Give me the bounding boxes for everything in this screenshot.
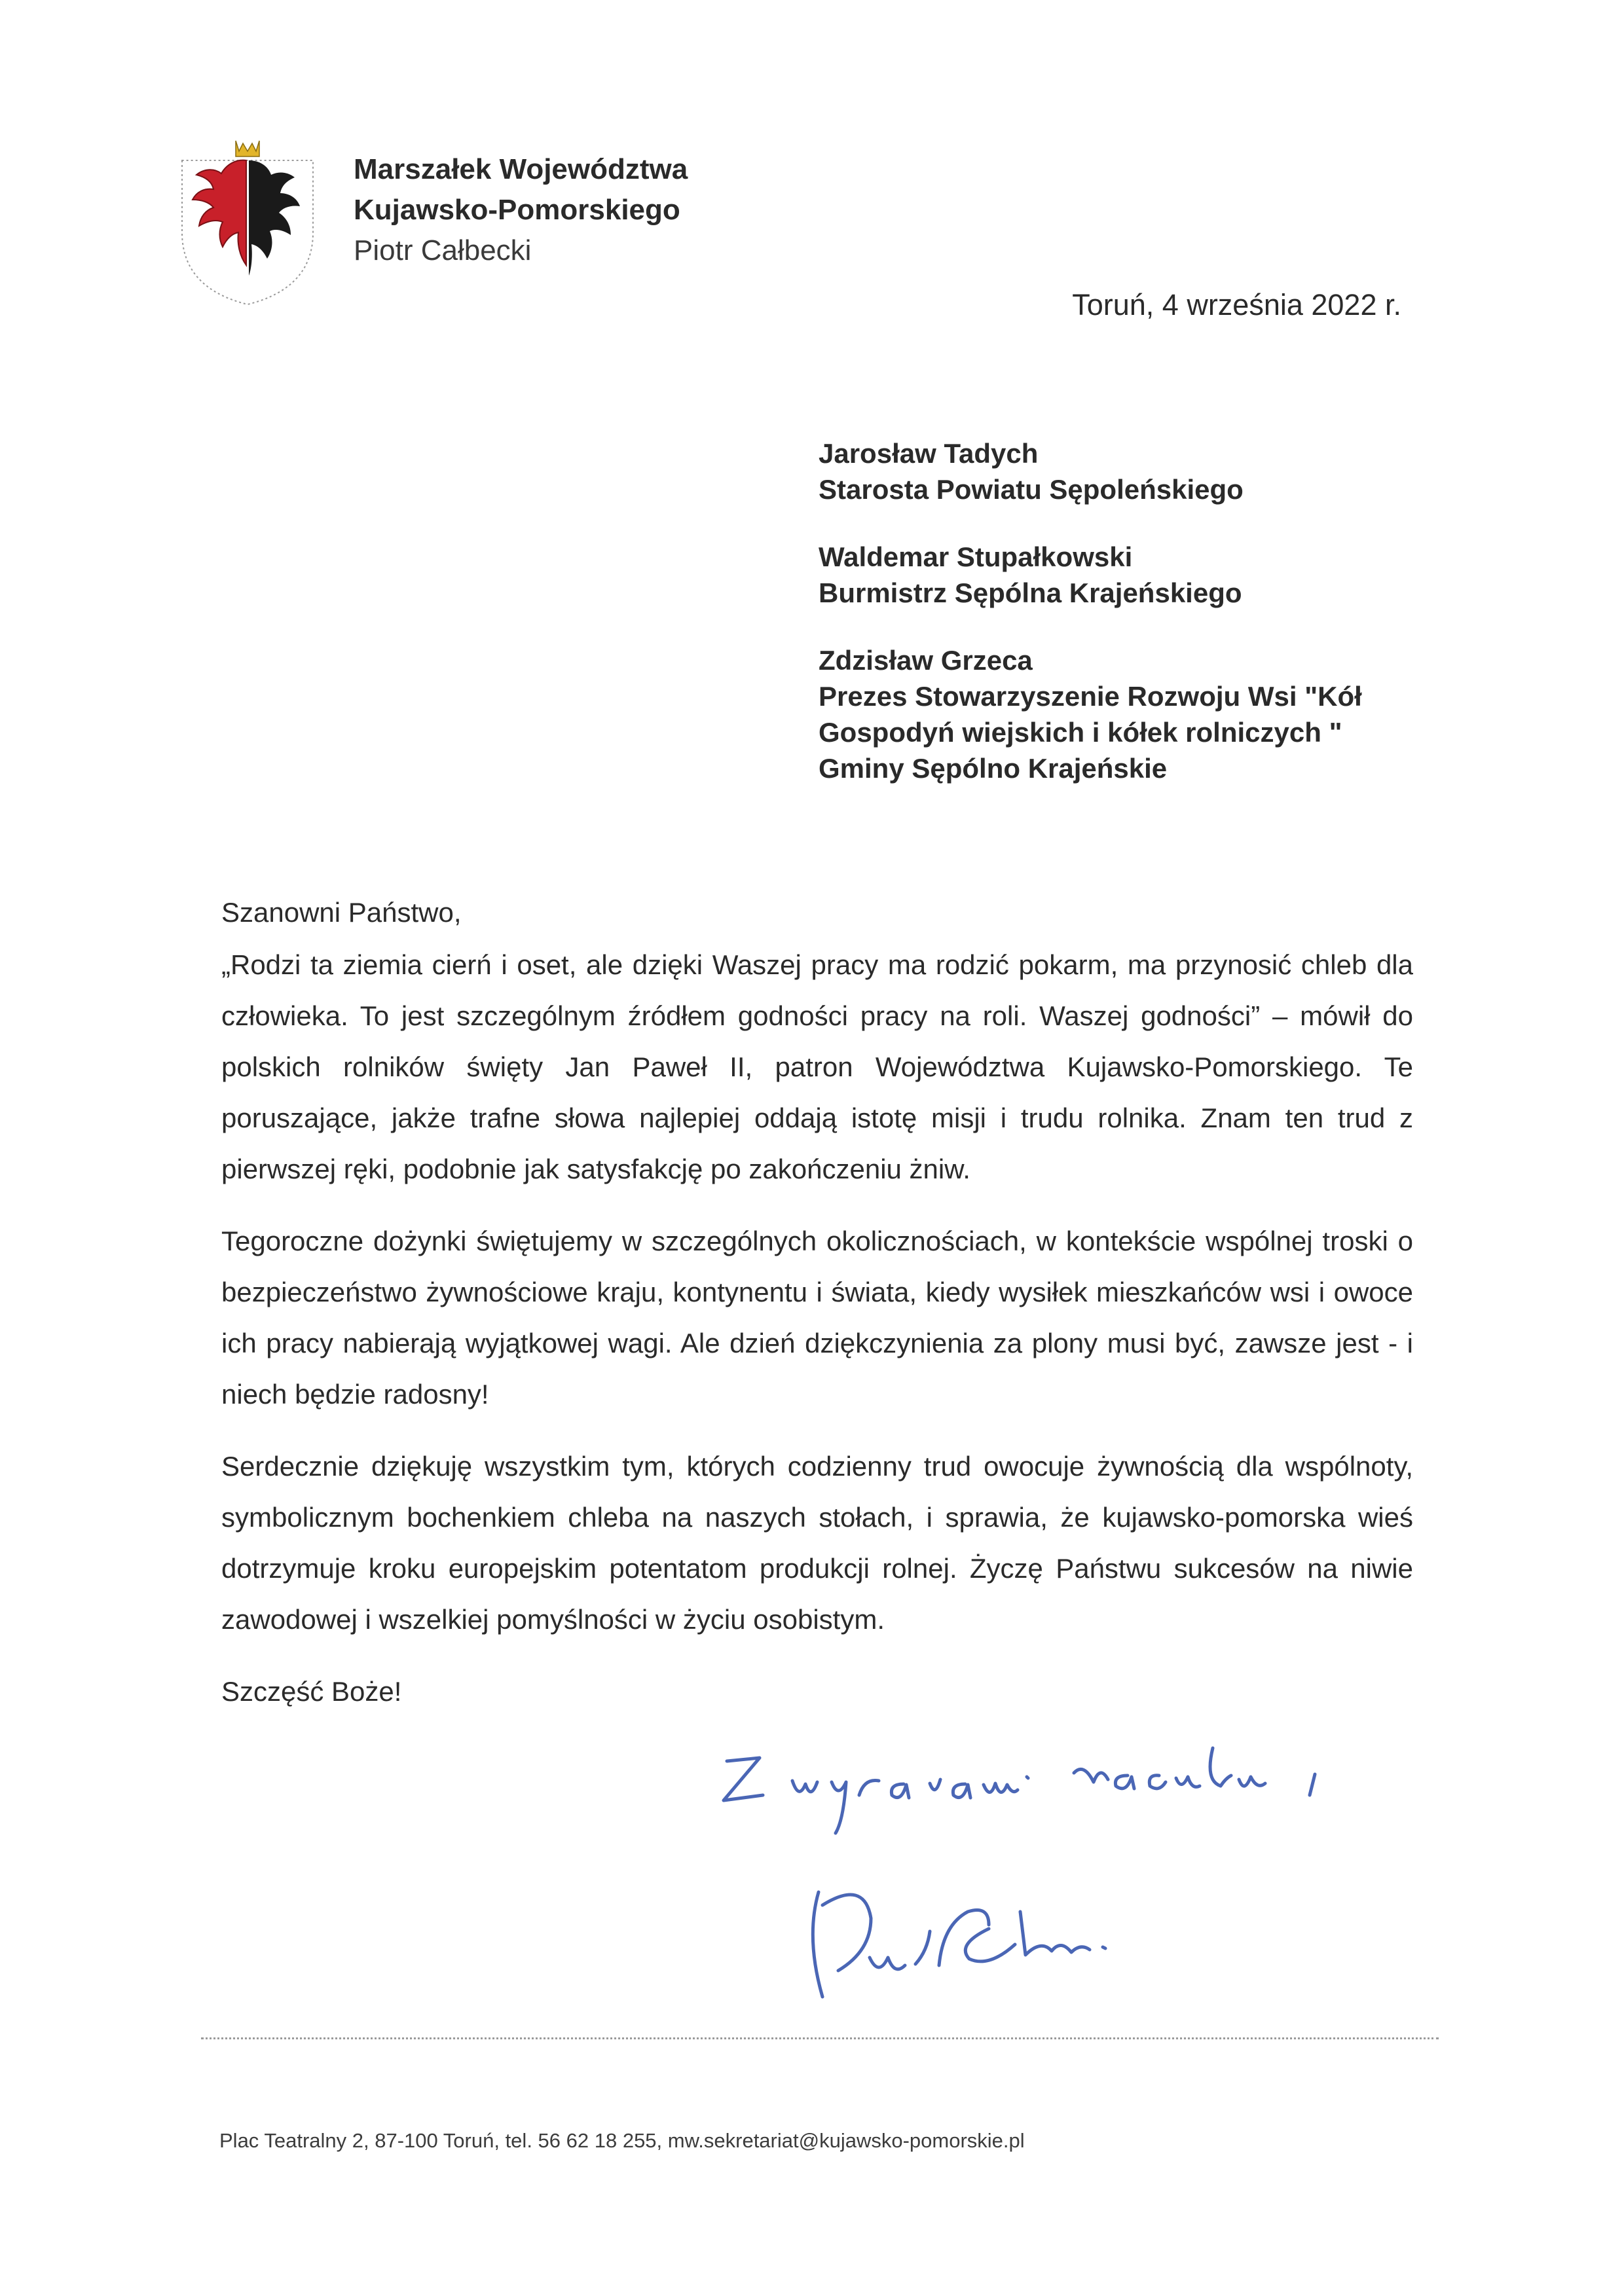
recipient-line: Gospodyń wiejskich i kółek rolniczych "	[819, 717, 1342, 748]
footer-divider	[201, 2037, 1439, 2039]
footer-address: Plac Teatralny 2, 87-100 Toruń, tel. 56 62 18 255, mw.sekretariat@kujawsko-pomorskie.pl	[219, 2129, 1025, 2152]
recipient-line: Waldemar Stupałkowski	[819, 541, 1133, 572]
recipient-line: Starosta Powiatu Sępoleńskiego	[819, 474, 1244, 505]
recipient-line: Gminy Sępólno Krajeńskie	[819, 753, 1168, 784]
paragraph-2: Tegoroczne dożynki świętujemy w szczególnych okolicznościach, w kontekście wspólnej troski o bezpieczeństwo żywnościowe kraju, kontynentu i świata, kiedy wysiłek mieszkańców wsi i owoce ich pracy nabierają wyjątkowej wagi. Ale dzień dziękczynienia za plony musi być, zawsze jest - i niech będzie radosny!	[221, 1226, 1413, 1410]
closing: Szczęść Boże!	[221, 1676, 402, 1707]
sender-name: Piotr Całbecki	[354, 234, 532, 266]
salutation: Szanowni Państwo,	[221, 897, 462, 928]
letter-date: Toruń, 4 września 2022 r.	[1072, 288, 1401, 321]
recipient-2	[819, 539, 1362, 611]
letter-body	[221, 887, 1413, 1717]
recipient-line: Burmistrz Sępólna Krajeńskiego	[819, 577, 1242, 608]
recipients	[819, 435, 1362, 818]
handwritten-greeting	[724, 1748, 1315, 1833]
coat-of-arms-icon	[175, 134, 320, 308]
crown-icon	[236, 141, 259, 156]
sender-header	[354, 149, 688, 271]
handwritten-name-signature	[813, 1892, 1105, 1997]
recipient-line: Prezes Stowarzyszenie Rozwoju Wsi "Kół	[819, 681, 1362, 712]
handwritten-signature	[707, 1722, 1428, 2030]
recipient-1	[819, 435, 1362, 507]
paragraph-1: „Rodzi ta ziemia cierń i oset, ale dzięki Waszej pracy ma rodzić pokarm, ma przynosić chleb dla człowieka. To jest szczególnym źródłem godności pracy na roli. Waszej godności” – mówił do polskich rolników święty Jan Paweł II, patron Województwa Kujawsko-Pomorskiego. Te poruszające, jakże trafne słowa najlepiej oddają istotę misji i trudu rolnika. Znam ten trud z pierwszej ręki, podobnie jak satysfakcję po zakończeniu żniw.	[221, 949, 1413, 1184]
recipient-line: Zdzisław Grzeca	[819, 645, 1033, 676]
sender-org-line1: Marszałek Województwa	[354, 153, 688, 185]
paragraph-3: Serdecznie dziękuję wszystkim tym, których codzienny trud owocuje żywnością dla wspólnoty, symbolicznym bochenkiem chleba na naszych stołach, i sprawia, że kujawsko-pomorska wieś dotrzymuje kroku europejskim potentatom produkcji rolnej. Życzę Państwu sukcesów na niwie zawodowej i wszelkiej pomyślności w życiu osobistym.	[221, 1451, 1413, 1635]
recipient-line: Jarosław Tadych	[819, 438, 1039, 469]
recipient-3	[819, 642, 1362, 786]
sender-org-line2: Kujawsko-Pomorskiego	[354, 194, 680, 226]
